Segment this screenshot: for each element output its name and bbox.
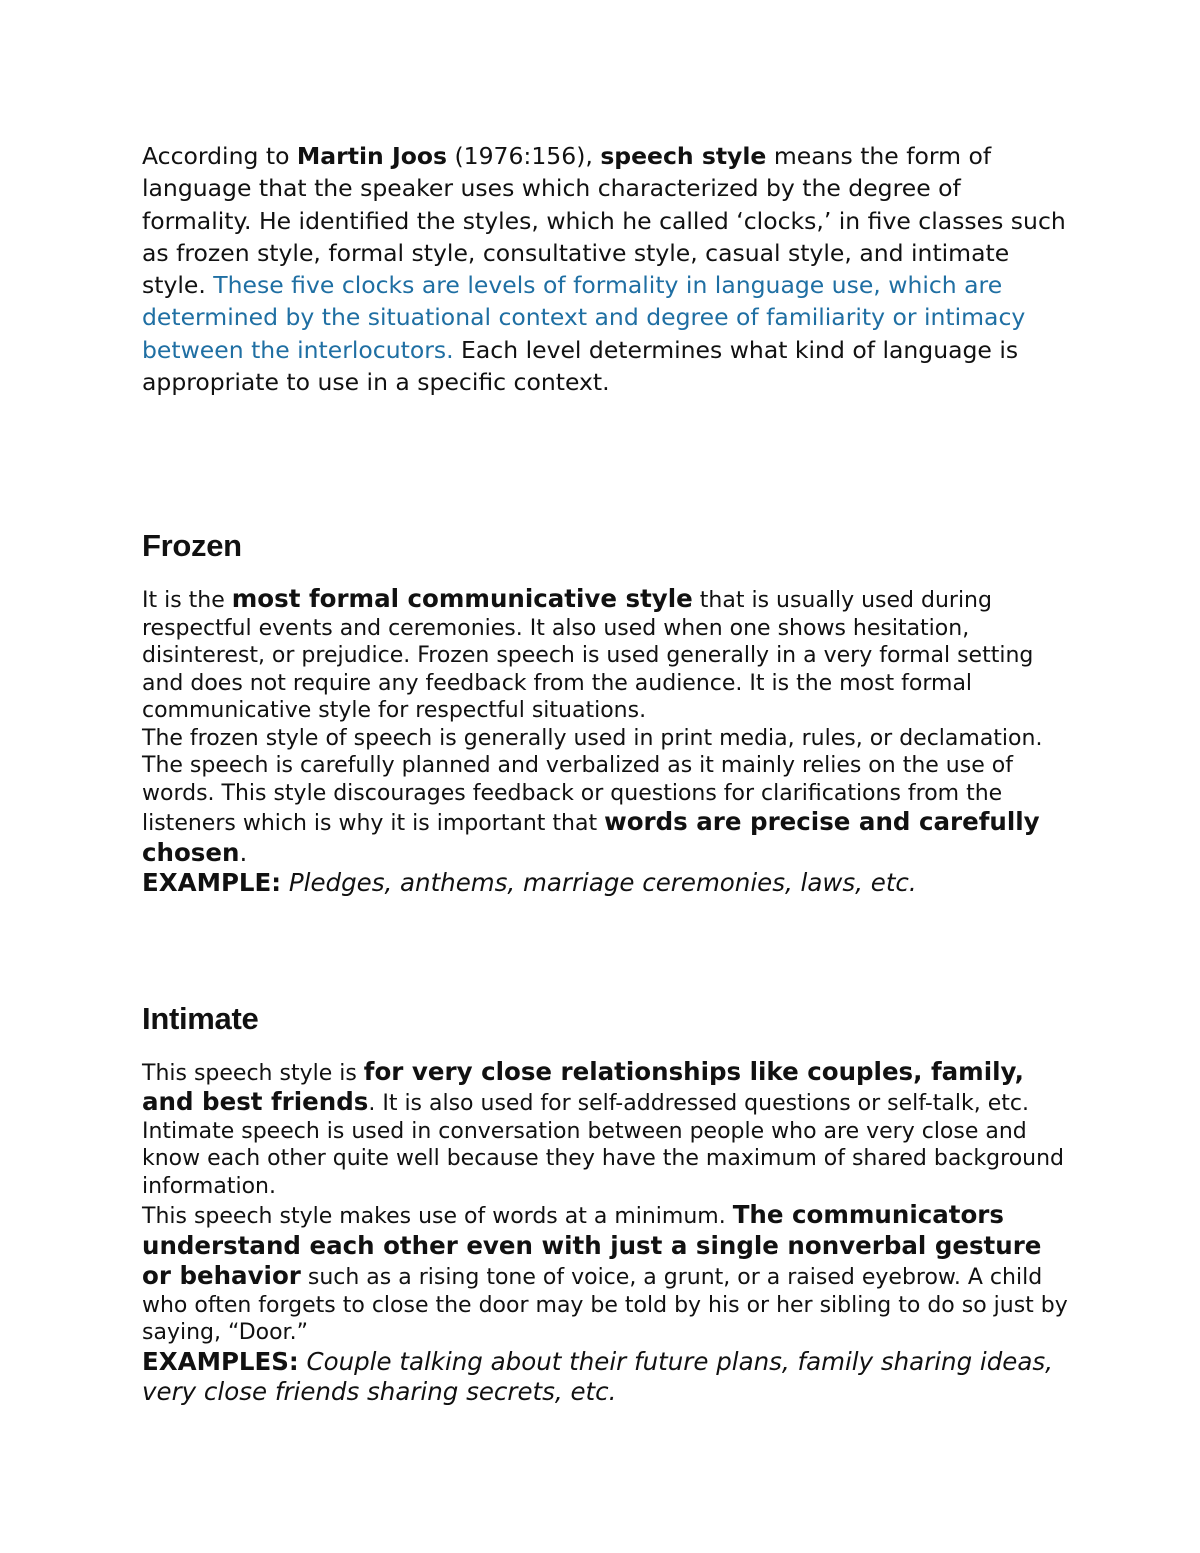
frozen-text: It is the (142, 588, 232, 614)
frozen-emphasis: most formal communicative style (231, 584, 693, 614)
highlighted-sentence: These five clocks are levels of formality in language use, which are determined by the situational context and degree of familiarity or intimacy between the interlocutors. (142, 271, 1026, 364)
author-name: Martin Joos (296, 142, 447, 170)
intro-text: Each level determines what kind of language is appropriate to use in a specific context. (142, 335, 1019, 397)
intimate-paragraph-2 (142, 1200, 1072, 1408)
frozen-text: that is usually used during respectful events and ceremonies. It also used when one shows hesitation, disinterest, or prejudice. Frozen speech is used generally in a very formal setting and does not require any feedback from the audience. It is the most formal communicative style for respectful situations. (142, 588, 1034, 724)
frozen-text: . (239, 837, 248, 867)
example-text: Pledges, anthems, marriage ceremonies, laws, etc. (281, 868, 917, 898)
intro-citation: (1976:156), (446, 142, 601, 170)
example-label: EXAMPLES: (142, 1346, 299, 1376)
section-heading-intimate: Intimate (142, 1000, 259, 1036)
key-term: speech style (600, 142, 767, 170)
frozen-text: The frozen style of speech is generally used in print media, rules, or declamation. The speech is carefully planned and verbalized as it mainly relies on the use of words. This style discourages feedback or questions for clarifications from the listeners which is why it is important that (142, 725, 1043, 837)
intro-text: According to (142, 142, 297, 170)
document-page (142, 140, 1072, 1408)
intimate-emphasis: for very close relationships like couples, family, and best friends (142, 1056, 1024, 1117)
intro-text: means the form of language that the speaker uses which characterized by the degree of formality. He identified the styles, which he called ‘clocks,’ in five classes such as frozen style, formal style, consultative style, casual style, and intimate style. (142, 142, 1066, 300)
frozen-paragraph-1 (142, 584, 1072, 725)
intimate-text: This speech style is (142, 1060, 364, 1086)
intimate-text: . It is also used for self-addressed questions or self-talk, etc. Intimate speech is used in conversation between people who are very close and know each other quite well because they have the maximum of shared background information. (142, 1091, 1065, 1199)
intimate-text: such as a rising tone of voice, a grunt, or a raised eyebrow. A child who often forgets to close the door may be told by his or her sibling to do so just by saying, “Door.” (142, 1265, 1068, 1346)
example-text: Couple talking about their future plans, family sharing ideas, very close friends sharing secrets, etc. (142, 1346, 1053, 1407)
example-label: EXAMPLE: (142, 868, 282, 898)
intimate-paragraph-1 (142, 1057, 1072, 1201)
intimate-emphasis: The communicators understand each other even with just a single nonverbal gesture or behavior (142, 1200, 1042, 1291)
intimate-text: This speech style makes use of words at a minimum. (142, 1204, 733, 1230)
frozen-emphasis: words are precise and carefully chosen (142, 807, 1040, 867)
frozen-paragraph-2 (142, 725, 1072, 899)
section-heading-frozen: Frozen (142, 528, 242, 564)
intro-paragraph (142, 140, 1072, 398)
